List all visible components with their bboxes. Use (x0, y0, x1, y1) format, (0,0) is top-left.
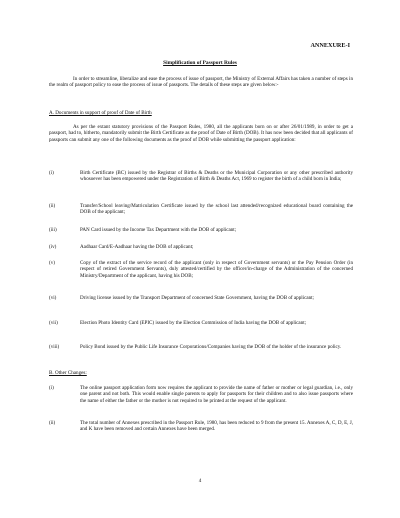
item-text: PAN Card issued by the Income Tax Department with the DOB of applicant; (80, 227, 237, 233)
item-text: Driving license issued by the Transport Department of concerned State Government, having the DOB of applicant; (80, 295, 314, 301)
item-text: Birth Certificate (BC) issued by the Registrar of Births & Deaths or the Municipal Corporation or any other prescribed authority whosoever has been empowered under the Registration of Birth & Deaths Act, 1969 to register the birth of a child born in India; (80, 170, 353, 183)
item-number: (iv) (49, 244, 57, 250)
item-text: Copy of the extract of the service record of the applicant (only in respect of Government servants) or the Pay Pension Order (in respect of retired Government Servants), duly attested/certified by the officer/in-charge of the Administration of the concerned Ministry/Department of the applicant, having his DOB; (80, 260, 353, 279)
item-number: (viii) (49, 344, 60, 350)
list-item (49, 420, 353, 433)
list-item (49, 203, 353, 216)
list-item (49, 170, 353, 183)
item-text: Aadhaar Card/E-Aadhaar having the DOB of applicant; (80, 244, 194, 250)
list-item (49, 227, 353, 233)
item-text: Policy Bond issued by the Public Life Insurance Corporations/Companies having the DOB of the holder of the insurance policy. (80, 344, 342, 350)
item-text: Transfer/School leaving/Matriculation Certificate issued by the school last attended/recognized educational board containing the DOB of the applicant; (80, 203, 353, 216)
list-item (49, 320, 353, 326)
item-number: (iii) (49, 227, 57, 233)
list-item (49, 344, 353, 350)
section-b-heading: B. Other Changes: (49, 370, 87, 376)
item-number: (ii) (49, 203, 56, 209)
list-item (49, 244, 353, 250)
list-item (49, 295, 353, 301)
item-number: (vi) (49, 295, 57, 301)
item-text: Election Photo Identity Card (EPIC) issued by the Election Commission of India having the DOB of applicant; (80, 320, 307, 326)
list-item (49, 385, 353, 404)
section-a-heading: A. Documents in support of proof of Date of Birth (49, 110, 152, 116)
intro-paragraph: In order to streamline, liberalize and ease the process of issue of passport, the Ministry of External Affairs has taken a number of steps in the realm of passport policy to ease the process of issue of passports. The details of these steps are given below:- (49, 76, 353, 89)
list-item (49, 260, 353, 279)
item-number: (vii) (49, 320, 58, 326)
item-text: The total number of Annexes prescribed in the Passport Rule, 1980, has been reduced to 9 from the present 15. Annexes A, C, D, E, J, and K have been removed and certain Annexes have been merged. (80, 420, 353, 433)
page-title: Simplification of Passport Rules (163, 60, 237, 66)
page-number: 4 (198, 478, 202, 484)
annexure-label: ANNEXURE-I (310, 42, 350, 49)
section-a-paragraph: As per the extant statutory provisions of the Passport Rules, 1980, all the applicants born on or after 26/01/1989, in order to get a passport, had to, hitherto, mandatorily submit the Birth Certificate as the proof of Date of Birth (DOB). It has now been decided that all applicants of passports can submit any one of the following documents as the proof of DOB while submitting the passport application: (49, 124, 353, 143)
item-number: (v) (49, 260, 55, 266)
item-number: (ii) (49, 420, 56, 426)
item-text: The online passport application form now requires the applicant to provide the name of father or mother or legal guardian, i.e., only one parent and not both. This would enable single parents to apply for passports for their children and to also issue passports where the name of either the father or the mother is not required to be printed at the request of the applicant. (80, 385, 353, 404)
item-number: (i) (49, 170, 54, 176)
item-number: (i) (49, 385, 54, 391)
